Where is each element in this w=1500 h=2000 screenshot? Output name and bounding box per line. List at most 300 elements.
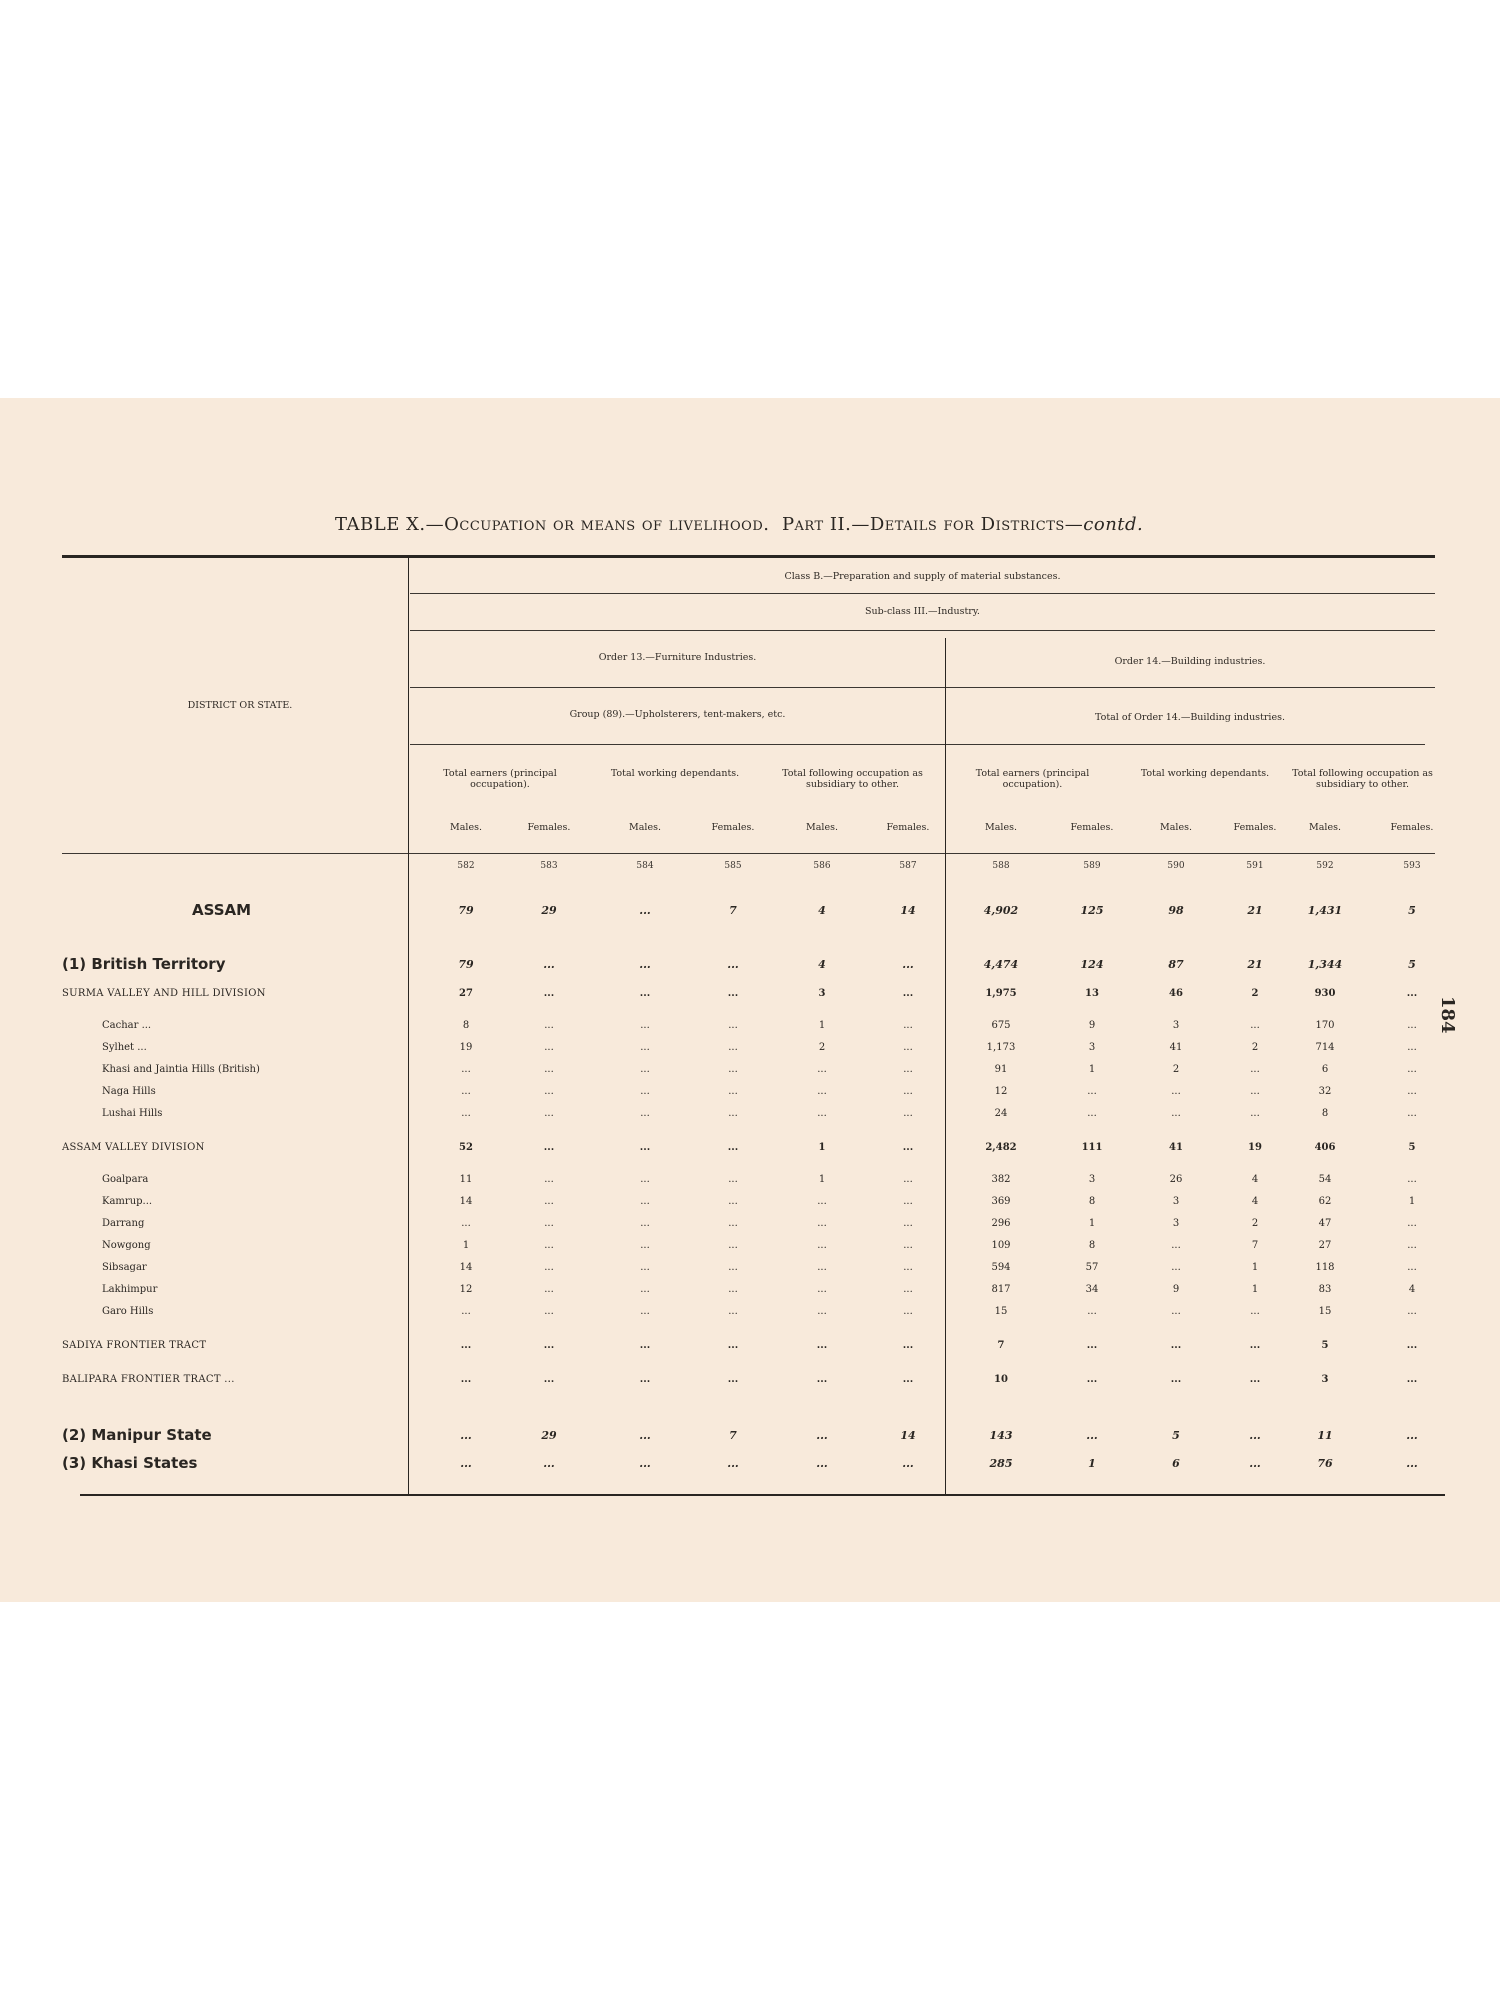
column-number: 587 [899,861,917,871]
table-cell: ... [727,988,739,999]
sex-header: Males. [1160,822,1192,833]
table-cell: 9 [1088,1020,1096,1031]
table-cell: 12 [459,1284,473,1295]
table-cell: ... [1086,1374,1098,1385]
table-cell: ... [461,1218,471,1229]
table-cell: ... [1407,1240,1417,1251]
rule-order [410,687,1435,688]
table-cell: ... [903,1020,913,1031]
sex-header: Females. [527,822,571,833]
table-cell: 118 [1315,1262,1335,1273]
table-cell: 1 [1251,1262,1259,1273]
table-cell: ... [1250,1108,1260,1119]
table-cell: ... [902,1142,914,1153]
table-cell: ... [1407,1020,1417,1031]
table-cell: ... [1087,1108,1097,1119]
sex-header: Males. [985,822,1017,833]
sex-header: Females. [711,822,755,833]
row-label: (2) Manipur State [62,1426,212,1444]
row-label: Naga Hills [102,1086,156,1097]
table-cell: ... [817,1218,827,1229]
order14-header: Order 14.—Building industries. [1114,656,1266,667]
table-cell: 3 [1321,1374,1329,1385]
table-cell: 15 [994,1306,1008,1317]
page-number: 184 [1437,996,1458,1034]
scanned-page [0,398,1500,1602]
table-cell: 170 [1315,1020,1335,1031]
table-cell: ... [727,958,739,971]
table-cell: ... [728,1240,738,1251]
table-cell: ... [1249,1457,1261,1470]
table-cell: ... [1171,1306,1181,1317]
row-label: SADIYA FRONTIER TRACT [62,1340,207,1351]
rule-header-bottom [62,853,1435,854]
table-cell: ... [903,1174,913,1185]
table-cell: ... [728,1218,738,1229]
col-group-subsidiary-14: Total following occupation as subsidiary to other. [1292,768,1433,790]
table-cell: 27 [459,988,473,999]
table-cell: ... [816,1374,828,1385]
rule-class [410,593,1435,594]
table-cell: 41 [1169,1042,1183,1053]
table-cell: 1 [1088,1457,1096,1470]
table-cell: 14 [459,1196,473,1207]
table-cell: 296 [991,1218,1011,1229]
table-cell: 5 [1408,1142,1416,1153]
table-cell: ... [903,1108,913,1119]
col-group-subsidiary-13: Total following occupation as subsidiary to other. [782,768,923,790]
table-cell: ... [902,988,914,999]
table-cell: ... [903,1196,913,1207]
table-cell: ... [640,1086,650,1097]
table-cell: 8 [1088,1240,1096,1251]
sex-header: Females. [1070,822,1114,833]
table-cell: ... [460,1457,472,1470]
total14-header: Total of Order 14.—Building industries. [1095,712,1285,723]
table-cell: 29 [541,904,557,917]
table-cell: ... [543,1374,555,1385]
table-cell: ... [640,1240,650,1251]
table-cell: 41 [1169,1142,1183,1153]
table-cell: 3 [1088,1174,1096,1185]
district-header: DISTRICT OR STATE. [187,700,293,711]
table-cell: ... [640,1020,650,1031]
table-cell: 2 [1251,988,1259,999]
table-cell: ... [639,904,651,917]
row-label: (3) Khasi States [62,1454,198,1472]
table-cell: ... [1171,1262,1181,1273]
table-cell: 57 [1085,1262,1099,1273]
table-cell: 14 [900,1429,916,1442]
col-group-earners-13: Total earners (principal occupation). [443,768,557,790]
table-cell: ... [544,1108,554,1119]
table-cell: ... [727,1457,739,1470]
sex-header: Males. [450,822,482,833]
table-cell: 3 [1172,1020,1180,1031]
table-cell: 10 [994,1374,1008,1385]
table-cell: ... [1250,1086,1260,1097]
row-label: Lakhimpur [102,1284,158,1295]
table-cell: ... [1406,1429,1418,1442]
table-cell: ... [1249,1374,1261,1385]
table-cell: 5 [1408,904,1416,917]
table-cell: ... [728,1196,738,1207]
col-group-dependants-14: Total working dependants. [1140,768,1270,779]
table-cell: ... [544,1306,554,1317]
table-cell: ... [544,1174,554,1185]
table-cell: 1 [462,1240,470,1251]
table-cell: ... [903,1218,913,1229]
table-cell: ... [639,1429,651,1442]
table-cell: ... [639,1457,651,1470]
table-cell: ... [1407,1262,1417,1273]
table-cell: ... [461,1306,471,1317]
row-label: Khasi and Jaintia Hills (British) [102,1064,260,1075]
table-cell: ... [817,1306,827,1317]
table-cell: 46 [1169,988,1183,999]
table-cell: ... [544,1218,554,1229]
table-cell: ... [639,958,651,971]
table-cell: 4 [1251,1174,1259,1185]
table-cell: ... [728,1284,738,1295]
group-header: Group (89).—Upholsterers, tent-makers, etc. [569,709,786,720]
table-cell: ... [816,1429,828,1442]
table-cell: ... [728,1306,738,1317]
table-cell: ... [1249,1340,1261,1351]
table-cell: 1 [1088,1218,1096,1229]
table-cell: 5 [1408,958,1416,971]
table-cell: 26 [1169,1174,1183,1185]
row-label: Darrang [102,1218,145,1229]
row-label: Cachar ... [102,1020,152,1031]
table-cell: ... [817,1196,827,1207]
table-cell: 12 [994,1086,1008,1097]
table-cell: 817 [991,1284,1011,1295]
table-cell: ... [461,1108,471,1119]
order13-header: Order 13.—Furniture Industries. [598,652,757,663]
table-cell: ... [903,1086,913,1097]
table-cell: 124 [1080,958,1104,971]
table-cell: 5 [1321,1340,1329,1351]
table-cell: 62 [1318,1196,1332,1207]
row-label: Sylhet ... [102,1042,147,1053]
table-cell: ... [902,1374,914,1385]
table-cell: ... [817,1240,827,1251]
bottom-rule [80,1494,1445,1496]
table-cell: ... [640,1064,650,1075]
table-cell: ... [1250,1020,1260,1031]
table-cell: 1,431 [1307,904,1343,917]
table-cell: 54 [1318,1174,1332,1185]
sex-header: Males. [1309,822,1341,833]
table-cell: 143 [989,1429,1013,1442]
table-cell: ... [460,1340,472,1351]
table-cell: 930 [1314,988,1336,999]
table-cell: ... [728,1262,738,1273]
table-cell: 21 [1247,958,1263,971]
table-cell: ... [727,1142,739,1153]
table-cell: ... [1087,1306,1097,1317]
table-cell: 125 [1080,904,1104,917]
table-cell: ... [1250,1064,1260,1075]
table-cell: ... [460,1429,472,1442]
rule-group [410,744,1425,745]
column-number: 584 [636,861,654,871]
table-cell: ... [1407,1086,1417,1097]
table-cell: 111 [1081,1142,1103,1153]
row-label: Lushai Hills [102,1108,163,1119]
table-cell: ... [640,1262,650,1273]
table-cell: ... [817,1064,827,1075]
col-group-dependants-13: Total working dependants. [610,768,740,779]
table-cell: 4 [1251,1196,1259,1207]
table-cell: 6 [1172,1457,1180,1470]
table-cell: ... [640,1108,650,1119]
table-cell: ... [903,1240,913,1251]
table-cell: 1 [818,1142,826,1153]
table-cell: 4,474 [983,958,1019,971]
subclass-header: Sub-class III.—Industry. [865,606,980,617]
table-cell: ... [544,1064,554,1075]
table-cell: ... [1407,1042,1417,1053]
row-label: Goalpara [102,1174,149,1185]
table-cell: 2 [1251,1042,1259,1053]
table-cell: ... [728,1064,738,1075]
table-cell: ... [816,1340,828,1351]
table-cell: 32 [1318,1086,1332,1097]
rule-subclass [410,630,1435,631]
table-cell: ... [543,1457,555,1470]
column-number: 589 [1083,861,1101,871]
table-cell: ... [727,1340,739,1351]
table-cell: 382 [991,1174,1011,1185]
row-label: Garo Hills [102,1306,154,1317]
table-cell: ... [1406,1374,1418,1385]
table-cell: 2 [818,1042,826,1053]
row-label: ASSAM VALLEY DIVISION [62,1142,205,1153]
table-cell: ... [1170,1374,1182,1385]
table-cell: 3 [1172,1218,1180,1229]
table-cell: ... [1407,1174,1417,1185]
table-cell: 109 [991,1240,1011,1251]
table-cell: 3 [818,988,826,999]
row-label: BALIPARA FRONTIER TRACT ... [62,1374,235,1385]
table-cell: 79 [458,904,474,917]
table-cell: ... [543,1142,555,1153]
column-number: 583 [540,861,558,871]
table-cell: 98 [1168,904,1184,917]
table-cell: ... [639,988,651,999]
table-cell: 8 [1088,1196,1096,1207]
table-cell: 675 [991,1020,1011,1031]
table-cell: ... [1407,1108,1417,1119]
table-cell: 52 [459,1142,473,1153]
table-cell: ... [817,1086,827,1097]
table-cell: 27 [1318,1240,1332,1251]
table-cell: ... [461,1064,471,1075]
table-cell: 6 [1321,1064,1329,1075]
sex-header: Females. [886,822,930,833]
table-cell: ... [543,1340,555,1351]
table-cell: 47 [1318,1218,1332,1229]
table-cell: ... [903,1284,913,1295]
table-cell: 1 [818,1174,826,1185]
table-cell: 285 [989,1457,1013,1470]
table-cell: ... [543,988,555,999]
table-cell: 714 [1315,1042,1335,1053]
table-cell: ... [640,1306,650,1317]
table-cell: 11 [459,1174,473,1185]
table-cell: ... [1249,1429,1261,1442]
row-label: (1) British Territory [62,955,226,973]
table-cell: 4 [1408,1284,1416,1295]
table-cell: 4 [818,958,826,971]
table-cell: ... [903,1262,913,1273]
table-cell: 2 [1172,1064,1180,1075]
table-cell: ... [1407,1306,1417,1317]
row-label: Nowgong [102,1240,151,1251]
table-cell: ... [1170,1340,1182,1351]
table-cell: 7 [729,1429,737,1442]
table-cell: ... [1087,1086,1097,1097]
rule-district-column [408,558,409,1494]
table-cell: 369 [991,1196,1011,1207]
table-cell: ... [639,1142,651,1153]
column-number: 592 [1316,861,1334,871]
table-cell: 2 [1251,1218,1259,1229]
table-cell: 14 [900,904,916,917]
table-cell: 79 [458,958,474,971]
table-cell: 1 [1408,1196,1416,1207]
table-cell: ... [817,1284,827,1295]
table-cell: 29 [541,1429,557,1442]
table-cell: 3 [1172,1196,1180,1207]
column-number: 591 [1246,861,1264,871]
table-cell: ... [1407,1064,1417,1075]
table-cell: 4,902 [983,904,1019,917]
table-cell: 14 [459,1262,473,1273]
table-cell: ... [902,1457,914,1470]
table-cell: 7 [1251,1240,1259,1251]
table-cell: 406 [1314,1142,1336,1153]
table-cell: ... [544,1196,554,1207]
table-cell: 1,344 [1307,958,1343,971]
table-cell: ... [640,1042,650,1053]
column-number: 588 [992,861,1010,871]
column-number: 582 [457,861,475,871]
table-cell: ... [543,958,555,971]
sex-header: Females. [1233,822,1277,833]
table-cell: 1 [1251,1284,1259,1295]
table-cell: ... [544,1020,554,1031]
table-cell: ... [1407,1218,1417,1229]
table-cell: ... [1406,1340,1418,1351]
row-label: SURMA VALLEY AND HILL DIVISION [62,988,266,999]
table-cell: ... [816,1457,828,1470]
table-cell: ... [1406,1457,1418,1470]
row-label: Sibsagar [102,1262,147,1273]
table-cell: ... [728,1108,738,1119]
column-number: 590 [1167,861,1185,871]
table-cell: ... [1250,1306,1260,1317]
table-cell: 83 [1318,1284,1332,1295]
table-cell: ... [640,1284,650,1295]
table-cell: 7 [997,1340,1005,1351]
table-cell: ... [817,1108,827,1119]
column-number: 593 [1403,861,1421,871]
table-cell: 11 [1317,1429,1333,1442]
table-cell: 3 [1088,1042,1096,1053]
table-cell: ... [1171,1086,1181,1097]
table-cell: 1 [1088,1064,1096,1075]
table-cell: ... [544,1284,554,1295]
table-cell: ... [728,1086,738,1097]
table-cell: 19 [459,1042,473,1053]
table-cell: 2,482 [985,1142,1017,1153]
table-cell: ... [902,958,914,971]
table-cell: 4 [818,904,826,917]
table-cell: 91 [994,1064,1008,1075]
table-cell: ... [1086,1340,1098,1351]
class-header: Class B.—Preparation and supply of material substances. [784,571,1061,582]
table-cell: 1 [818,1020,826,1031]
sex-header: Males. [806,822,838,833]
column-number: 586 [813,861,831,871]
table-cell: ... [460,1374,472,1385]
table-cell: ... [544,1262,554,1273]
table-cell: 7 [729,904,737,917]
table-cell: ... [1171,1108,1181,1119]
table-cell: ... [544,1042,554,1053]
table-cell: ... [640,1218,650,1229]
column-number: 585 [724,861,742,871]
table-title: TABLE X.—Occupation or means of livelihood. Part II.—Details for Districts—contd. [335,514,1144,535]
table-cell: ... [544,1240,554,1251]
table-cell: ... [728,1174,738,1185]
table-cell: ... [902,1340,914,1351]
col-group-earners-14: Total earners (principal occupation). [975,768,1090,790]
row-label: ASSAM [192,901,252,919]
table-cell: ... [903,1064,913,1075]
table-cell: ... [903,1042,913,1053]
table-cell: ... [1406,988,1418,999]
table-cell: ... [461,1086,471,1097]
table-cell: ... [639,1374,651,1385]
table-cell: 21 [1247,904,1263,917]
table-cell: 1,975 [985,988,1017,999]
table-cell: 76 [1317,1457,1333,1470]
table-cell: 24 [994,1108,1008,1119]
table-cell: 19 [1248,1142,1262,1153]
table-cell: ... [728,1042,738,1053]
table-cell: ... [640,1174,650,1185]
table-cell: 594 [991,1262,1011,1273]
table-cell: 8 [462,1020,470,1031]
table-cell: ... [817,1262,827,1273]
table-cell: 9 [1172,1284,1180,1295]
table-cell: 1,173 [986,1042,1016,1053]
sex-header: Males. [629,822,661,833]
table-cell: ... [544,1086,554,1097]
table-cell: ... [639,1340,651,1351]
table-cell: ... [903,1306,913,1317]
table-cell: ... [728,1020,738,1031]
table-cell: 13 [1085,988,1099,999]
table-cell: 34 [1085,1284,1099,1295]
table-cell: 87 [1168,958,1184,971]
table-cell: ... [640,1196,650,1207]
sex-header: Females. [1390,822,1434,833]
